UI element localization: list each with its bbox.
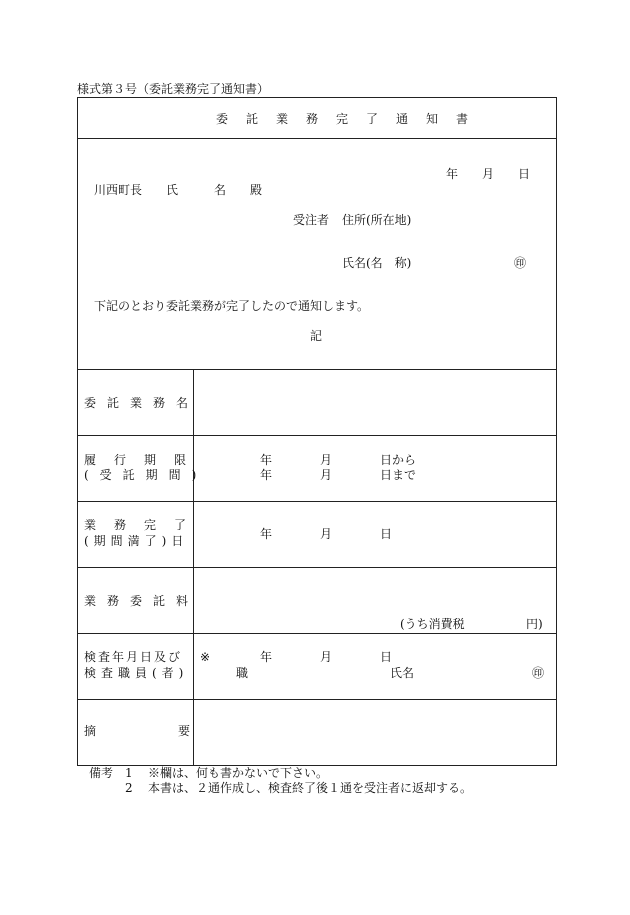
term-end-month: 月 [320, 468, 333, 482]
term-start-day: 日から [380, 453, 417, 467]
completion-sublabel: (期間満了)日 [84, 534, 189, 548]
inspection-reserved-mark: ※ [200, 650, 211, 664]
inspection-label: 検査年月日及び [84, 650, 183, 664]
inspection-year: 年 [260, 650, 273, 664]
summary-label-left: 摘 [84, 724, 97, 738]
addressee-mei: 名 [214, 183, 227, 197]
note-1-text: ※欄は、何も書かないで下さい。 [148, 766, 329, 780]
row-divider-5 [78, 633, 556, 634]
note-2-number: 2 [125, 781, 133, 795]
date-year: 年 [446, 167, 459, 181]
fee-tax-close: 円) [526, 617, 543, 631]
inspection-sublabel: 検査職員(者) [84, 666, 189, 680]
inspection-seal-mark: ㊞ [532, 666, 545, 680]
term-start-year: 年 [260, 453, 273, 467]
contractor-seal-mark: ㊞ [514, 256, 527, 270]
inspection-name-label: 氏名 [390, 666, 415, 680]
addressee-prefix: 川西町長 [94, 183, 143, 197]
addressee-shi: 氏 [166, 183, 179, 197]
term-end-year: 年 [260, 468, 273, 482]
row-divider-4 [78, 567, 556, 568]
title-divider [78, 138, 556, 139]
form-number: 様式第３号（委託業務完了通知書） [77, 82, 270, 96]
contractor-name-label: 氏名(名 称) [342, 256, 412, 270]
term-label: 履行期限 [84, 453, 205, 467]
term-end-day: 日まで [380, 468, 417, 482]
inspection-day: 日 [380, 650, 393, 664]
fee-label: 業務委託料 [84, 594, 200, 608]
completion-day: 日 [380, 527, 393, 541]
fee-tax-open: (うち消費税 [400, 617, 465, 631]
ki-label: 記 [310, 329, 323, 343]
notes-heading: 備考 [89, 766, 114, 780]
body-text: 下記のとおり委託業務が完了したので通知します。 [94, 299, 370, 313]
form-title: 委託業務完了通知書 [216, 112, 487, 126]
completion-month: 月 [320, 527, 333, 541]
completion-year: 年 [260, 527, 273, 541]
contractor-address-label: 住所(所在地) [342, 213, 412, 227]
task-name-label: 委託業務名 [84, 396, 200, 410]
date-month: 月 [482, 167, 495, 181]
row-divider-3 [78, 501, 556, 502]
notice-form [77, 97, 557, 766]
row-divider-6 [78, 699, 556, 700]
row-divider-1 [78, 369, 556, 370]
date-day: 日 [518, 167, 531, 181]
note-2-text: 本書は、２通作成し、検査終了後１通を受注者に返却する。 [148, 781, 473, 795]
term-sublabel: (受託期間) [84, 468, 208, 482]
addressee-dono: 殿 [250, 183, 263, 197]
summary-label-right: 要 [178, 724, 191, 738]
completion-label: 業務完了 [84, 518, 205, 532]
contractor-role: 受注者 [293, 213, 330, 227]
term-start-month: 月 [320, 453, 333, 467]
row-divider-2 [78, 435, 556, 436]
inspection-post: 職 [236, 666, 249, 680]
inspection-month: 月 [320, 650, 333, 664]
note-1-number: 1 [125, 766, 133, 780]
